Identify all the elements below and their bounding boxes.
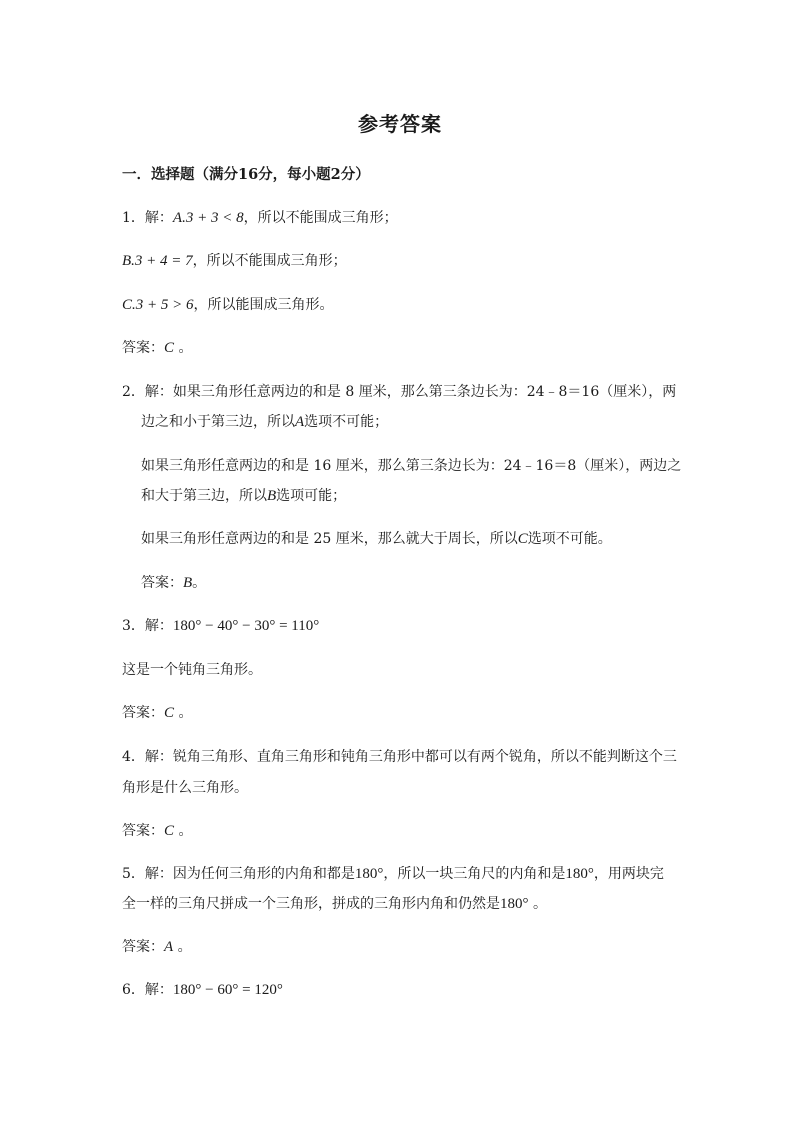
- q5-text-1: 5．解：因为任何三角形的内角和都是: [122, 866, 355, 882]
- q2-line-4-end: 选项可能；: [276, 488, 347, 504]
- q2-line-2: [141, 411, 388, 433]
- answer-label: 答案：: [141, 575, 183, 591]
- q2-option-c: C: [517, 531, 528, 547]
- q6-math: 180° − 60° = 120°: [172, 982, 283, 998]
- q2-line-5-text: 如果三角形任意两边的和是 25 厘米，那么就大于周长，所以: [141, 531, 518, 547]
- q2-line-4-text: 和大于第三边，所以: [141, 488, 267, 504]
- q2-line-2-text: 边之和小于第三边，所以: [141, 414, 295, 430]
- q1-b-math: B.3 + 4 = 7: [122, 253, 193, 269]
- q1-b-text: ，所以不能围成三角形；: [192, 253, 347, 269]
- q1-answer: [122, 337, 192, 359]
- q5-math-2: 180°: [565, 866, 594, 882]
- q1-line-a: [122, 207, 398, 229]
- q1-line-c: [122, 294, 334, 316]
- q2-option-b: B: [267, 488, 277, 504]
- answer-label: 答案：: [122, 340, 164, 356]
- q2-option-a: A: [295, 414, 305, 430]
- q2-line-5: [141, 528, 612, 550]
- q3-line-2: 这是一个钝角三角形。: [122, 662, 262, 678]
- q2-line-3: 如果三角形任意两边的和是 16 厘米，那么第三条边长为：24﹣16＝8（厘米），两边之: [141, 458, 682, 474]
- q1-line-b: [122, 250, 347, 272]
- answer-end: 。: [192, 575, 207, 591]
- answer-end: 。: [178, 340, 193, 356]
- answer-end: 。: [178, 823, 193, 839]
- q5-text-2: ，所以一块三角尺的内角和是: [383, 866, 566, 882]
- answer-value: B: [183, 575, 193, 591]
- q2-line-1: 2．解：如果三角形任意两边的和是 8 厘米，那么第三条边长为：24﹣8＝16（厘米），两: [122, 384, 677, 400]
- q4-line-1: 4．解：锐角三角形、直角三角形和钝角三角形中都可以有两个锐角，所以不能判断这个三: [122, 749, 677, 765]
- q4-answer: [122, 820, 192, 842]
- q3-answer: [122, 702, 192, 724]
- q5-math-1: 180°: [354, 866, 384, 882]
- answer-value: C: [164, 340, 175, 356]
- answer-label: 答案：: [122, 939, 164, 955]
- q5-math-3: 180°: [500, 896, 529, 912]
- q1-a-text: ，所以不能围成三角形；: [243, 210, 398, 226]
- answer-value: C: [164, 705, 175, 721]
- q2-line-5-end: 选项不可能。: [527, 531, 612, 547]
- q3-line-1: [122, 615, 319, 637]
- q2-answer: [141, 572, 206, 594]
- q5-text-5: 。: [532, 896, 547, 912]
- answer-label: 答案：: [122, 823, 164, 839]
- q5-line-2: [122, 893, 547, 915]
- q1-c-text: ，所以能围成三角形。: [193, 297, 334, 313]
- q5-text-3: ，用两块完: [593, 866, 664, 882]
- page-title: 参考答案: [358, 112, 442, 136]
- answer-value: C: [164, 823, 175, 839]
- section-heading-choice: 一．选择题（满分16分，每小题2分）: [122, 166, 370, 183]
- q4-line-2: 角形是什么三角形。: [122, 780, 248, 796]
- answer-end: 。: [178, 705, 193, 721]
- q5-text-4: 全一样的三角尺拼成一个三角形，拼成的三角形内角和仍然是: [122, 896, 500, 912]
- q2-line-4: [141, 485, 346, 507]
- q3-math: 180° − 40° − 30° = 110°: [172, 618, 320, 634]
- q1-number: 1．解：: [122, 210, 173, 226]
- q6-number: 6．解：: [122, 982, 173, 998]
- q2-line-2-end: 选项不可能；: [304, 414, 389, 430]
- q3-number: 3．解：: [122, 618, 173, 634]
- q1-c-math: C.3 + 5 > 6: [122, 297, 194, 313]
- answer-label: 答案：: [122, 705, 164, 721]
- answer-value: A: [164, 939, 174, 955]
- q6-line-1: [122, 979, 283, 1001]
- answer-end: 。: [177, 939, 192, 955]
- q5-line-1: [122, 863, 664, 885]
- q1-a-math: A.3 + 3 < 8: [172, 210, 244, 226]
- q5-answer: [122, 936, 192, 958]
